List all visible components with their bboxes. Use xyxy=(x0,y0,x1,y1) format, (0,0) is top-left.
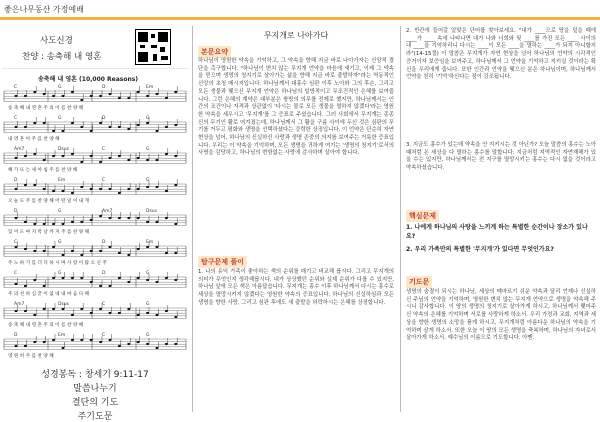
note-head xyxy=(156,186,159,188)
lyric-row: 영 원 히 주 를 찬 양 해 xyxy=(8,354,54,359)
lyric-row: 주 노 하 기 를 더 디 하 시 며 사 랑 이 많 으 신 주 xyxy=(8,261,107,266)
note-head xyxy=(62,277,65,279)
note-head xyxy=(33,341,36,343)
note-head xyxy=(15,217,18,219)
note-head xyxy=(118,97,121,99)
note-head xyxy=(156,347,159,349)
note-head xyxy=(174,91,177,93)
chord-label: C xyxy=(102,302,106,307)
note-head xyxy=(109,188,112,190)
note-head xyxy=(165,153,168,155)
chord-label: D xyxy=(14,333,18,338)
note-head xyxy=(99,122,102,124)
note-head xyxy=(165,343,168,345)
note-head xyxy=(62,130,65,132)
note-head xyxy=(174,184,177,186)
worship-order-column xyxy=(0,24,190,422)
note-head xyxy=(146,312,149,314)
exploration-text: 1. 나의 유익 가족이 좋아하는 색의 순위를 매기고 비교해 봅시다. 그리고 무지개의 의미가 무엇인지 생각해봅시다. 내가 상상했던 순위와 실제 순위가 다를 수 있지만, 하나님 앞에 모든 색은 아름답습니다. 무지개는 홍수 이후 하나님께서 다시는 홍수로 세상을 멸망시키지 않겠다는 영원한 약속의 증표입니다. 하나님의 신실하심과 모든 생명을 향한 사랑, 그리고 심판 후에도 새 출발을 허락하시는 은혜를 상징합니다. xyxy=(198,269,394,306)
note-head xyxy=(15,283,18,285)
note-head xyxy=(165,97,168,99)
note-head xyxy=(146,159,149,161)
note-head xyxy=(15,126,18,128)
note-head xyxy=(15,157,18,159)
lyric-row: 내 영 혼 아 주 를 찬 양 해 xyxy=(8,137,60,142)
note-head xyxy=(24,155,27,157)
note-head xyxy=(156,159,159,161)
chord-label: D xyxy=(102,116,106,121)
note-head xyxy=(137,248,140,250)
note-head xyxy=(174,279,177,281)
chord-label: G xyxy=(146,302,150,307)
core-questions-heading: 핵심문제 xyxy=(406,210,439,222)
order-prayer-of-commitment: 결단의 기도 xyxy=(71,398,119,408)
chord-label: Em xyxy=(146,85,154,90)
chord-label: Em xyxy=(58,178,66,183)
summary-heading: 본문요약 xyxy=(198,46,231,58)
chord-label: G xyxy=(58,85,62,90)
note-head xyxy=(52,223,55,225)
note-head xyxy=(24,285,27,287)
note-head xyxy=(109,246,112,248)
note-head xyxy=(33,153,36,155)
note-head xyxy=(156,221,159,223)
note-head xyxy=(118,217,121,219)
note-head xyxy=(33,122,36,124)
chord-label: Dsus xyxy=(58,147,70,152)
sermon-title: 무지개로 나아가다 xyxy=(263,31,329,40)
note-head xyxy=(71,277,74,279)
note-head xyxy=(15,345,18,347)
note-head xyxy=(109,339,112,341)
note-head xyxy=(146,122,149,124)
chord-label: D xyxy=(102,240,106,245)
note-head xyxy=(43,93,46,95)
note-head xyxy=(52,95,55,97)
chord-label: G xyxy=(58,209,62,214)
note-head xyxy=(52,308,55,310)
chord-label: D xyxy=(14,209,18,214)
chord-label: C xyxy=(14,116,18,121)
note-head xyxy=(90,188,93,190)
note-head xyxy=(90,339,93,341)
note-head xyxy=(71,250,74,252)
note-head xyxy=(156,130,159,132)
chord-label: C xyxy=(14,85,18,90)
note-head xyxy=(80,254,83,256)
order-sermon-sharing: 말씀나누기 xyxy=(73,384,117,394)
chord-label: G xyxy=(58,240,62,245)
note-head xyxy=(127,254,130,256)
note-head xyxy=(80,99,83,101)
lyric-row: 송 축 해 내 영 혼 주 의 이 름 찬 양 해 xyxy=(8,106,84,111)
note-head xyxy=(71,192,74,194)
note-head xyxy=(80,339,83,341)
note-head xyxy=(43,341,46,343)
note-head xyxy=(137,341,140,343)
note-head xyxy=(99,95,102,97)
note-head xyxy=(118,277,121,279)
chord-label: Dsus xyxy=(146,209,158,214)
lyric-row: 해 가 뜨 는 새 아 침 주 를 찬 양 해 xyxy=(8,168,78,173)
chord-label: Em xyxy=(146,240,154,245)
lyric-row: 주 의 선 하 심 끝 이 없 네 내 마 음 다 해 xyxy=(8,292,90,297)
note-head xyxy=(62,223,65,225)
chord-label: Dsus xyxy=(58,302,70,307)
page-header xyxy=(0,0,600,22)
chord-label: D xyxy=(102,271,106,276)
note-head xyxy=(99,308,102,310)
chord-label: Em xyxy=(58,333,66,338)
note-head xyxy=(174,343,177,345)
note-head xyxy=(156,314,159,316)
note-head xyxy=(109,285,112,287)
note-head xyxy=(127,159,130,161)
note-head xyxy=(80,277,83,279)
note-head xyxy=(90,219,93,221)
note-head xyxy=(33,250,36,252)
note-head xyxy=(71,153,74,155)
note-head xyxy=(127,97,130,99)
note-head xyxy=(62,347,65,349)
qr-code-icon[interactable] xyxy=(135,29,171,65)
note-head xyxy=(43,285,46,287)
note-head xyxy=(52,155,55,157)
note-head xyxy=(109,217,112,219)
header-label: 좋은나무동산 가정예배 xyxy=(4,5,84,14)
note-head xyxy=(90,155,93,157)
note-head xyxy=(118,126,121,128)
note-head xyxy=(127,281,130,283)
note-head xyxy=(71,339,74,341)
note-head xyxy=(137,314,140,316)
summary-text: 하나님이 영원한 약속을 기억하고, 그 약속을 향해 지금 바로 나아가자는 신앙적 결단을 촉구합니다. "하나님이 변치 않는 무지개 언약을 마음에 새기고, 이제 그 약속을 믿으며 생명의 청지기로 살아가는 삶을 향해 지금 바로 출발하자"라는 역동적인 신앙의 초청 메시지입니다. 하나님께서 대홍수 심판 이후 노아와 그의 후손, 그리고 모든 생물과 맺으신 무지개 언약은 하나님의 일방적이고 무조건적인 은혜를 보여줍니다. 그런 은혜의 계약은 대부분은 쌍방의 의무를 전제로 했지만, 하나님께서는 인간의 조건이나 자격과 상관없이 '다시는 물로 모든 생물을 멸하지 않겠다'라는 영원한 약속을 세우시고 '무지개'를 그 증표로 주셨습니다. 그러 사회에서 무지개는 종종 신의 무기인 활로 여겨졌는데, 하나님께서 그 활을 구름 사이에 두신 것은 심판의 무기를 거두고 평화와 생명을 선택하셨다는 강력한 상징입니다. 이 언약은 단순히 자연 현상을 넘어, 하나님의 신실하신 사랑과 생명 존중의 의지를 보여주는 거룩한 증표입니다. 우리는 이 약속을 기억하며, 모든 생명을 귀하게 여기는 '생명의 청지기'로서의 사명을 감당하고, 하나님의 변함없는 사랑에 감사하며 살아야 합니다. xyxy=(198,58,394,157)
chord-label: G xyxy=(146,147,150,152)
column-divider-2 xyxy=(400,26,401,412)
note-head xyxy=(137,91,140,93)
note-head xyxy=(24,184,27,186)
note-head xyxy=(127,188,130,190)
note-head xyxy=(90,281,93,283)
note-head xyxy=(71,221,74,223)
note-head xyxy=(127,343,130,345)
chord-label: C xyxy=(14,240,18,245)
note-head xyxy=(24,248,27,250)
chord-label: Am7 xyxy=(102,209,113,214)
note-head xyxy=(90,95,93,97)
note-head xyxy=(24,221,27,223)
note-head xyxy=(15,310,18,312)
sheet-music xyxy=(2,68,188,364)
note-head xyxy=(33,91,36,93)
note-head xyxy=(174,124,177,126)
chord-label: C xyxy=(102,178,106,183)
exploration-heading: 탐구문제 풀이 xyxy=(198,256,247,268)
note-head xyxy=(165,126,168,128)
header-accent-line xyxy=(0,17,600,20)
note-head xyxy=(15,95,18,97)
note-head xyxy=(52,277,55,279)
note-head xyxy=(80,161,83,163)
note-head xyxy=(33,223,36,225)
note-head xyxy=(118,192,121,194)
flood-question-text: 3. 지금도 홍수가 있는데 약속을 안 지키시는 것 아닌가? 오늘 말씀의 홍수는 노아 때처럼 온 세상을 다 멸하는 홍수를 말합니다. 지금처럼 지역적인 자연재해가 있을 수는 있지만, 하나님께서는 전 지구를 멸망시키는 홍수는 다시 없을 것이라고 약속하셨습니다. xyxy=(406,142,596,172)
note-head xyxy=(62,95,65,97)
note-head xyxy=(165,217,168,219)
note-head xyxy=(137,157,140,159)
note-head xyxy=(137,217,140,219)
chord-label: D xyxy=(14,178,18,183)
note-head xyxy=(90,250,93,252)
note-head xyxy=(99,161,102,163)
note-head xyxy=(109,157,112,159)
chord-label: Am7 xyxy=(14,302,25,307)
chord-label: G xyxy=(146,116,150,121)
note-head xyxy=(99,188,102,190)
note-head xyxy=(127,217,130,219)
note-head xyxy=(90,312,93,314)
note-head xyxy=(118,312,121,314)
note-head xyxy=(137,124,140,126)
note-head xyxy=(146,186,149,188)
note-head xyxy=(127,128,130,130)
note-head xyxy=(137,277,140,279)
chord-label: C xyxy=(102,147,106,152)
sheet-music-staves xyxy=(2,81,188,365)
note-head xyxy=(43,250,46,252)
note-head xyxy=(99,341,102,343)
note-head xyxy=(43,223,46,225)
core-question-2: 2. 우리 가족만의 특별한 '무지개'가 있다면 무엇인가요? xyxy=(406,246,554,253)
note-head xyxy=(174,155,177,157)
note-head xyxy=(109,93,112,95)
note-head xyxy=(156,93,159,95)
note-head xyxy=(146,95,149,97)
note-head xyxy=(62,308,65,310)
note-head xyxy=(118,345,121,347)
note-head xyxy=(80,308,83,310)
hymn-label: 찬양 : 송축해 내 영혼 xyxy=(22,52,102,62)
sermon-column xyxy=(196,24,396,412)
note-head xyxy=(43,188,46,190)
fill-in-question-text: 2. 빈칸에 들어갈 알맞은 단어를 찾아보세요. "내가 ____으로 땅을 덮을 때에 ____가 ____ 속에 나타나면 내가 나와 너희와 및 ____를 가진 모든 ____ 사이의 내 ____을 기억하리니 다시는 ____이 모든 ____을 멸하는 ____가 되지 아니할지라"(14-15절) 이 말씀은 무지개가 자연 현상을 넘어 하나님의 언약의 시각적인 증거이자 보증임을 보여주고, 하나님께서 그 언약을 기억하고 지키실 것이라는 확신을 우리에게 줍니다. 또한 인간과 언약을 맺으신 분은 하나님이며, 하나님께서 언약을 친히 '기억'하신다는 점이 강조됩니다. xyxy=(406,28,596,81)
note-head xyxy=(165,190,168,192)
lyric-row: 있 어 도 마 지 막 날 까 지 주 를 찬 양 해 xyxy=(8,230,90,235)
note-head xyxy=(109,126,112,128)
note-head xyxy=(156,281,159,283)
note-head xyxy=(71,91,74,93)
note-head xyxy=(174,316,177,318)
note-head xyxy=(33,184,36,186)
note-head xyxy=(80,186,83,188)
note-head xyxy=(99,215,102,217)
note-head xyxy=(127,308,130,310)
chord-label: G xyxy=(58,116,62,121)
chord-label: C xyxy=(14,271,18,276)
order-lords-prayer: 주기도문 xyxy=(77,412,113,422)
order-scripture-reading: 성경봉독 : 창세기 9:11-17 xyxy=(41,370,149,380)
note-head xyxy=(118,252,121,254)
note-head xyxy=(165,310,168,312)
core-question-1: 1. 나에게 하나님의 사랑을 느끼게 하는 특별한 순간이나 장소가 있나요? xyxy=(406,224,588,240)
chord-label: G xyxy=(146,271,150,276)
note-head xyxy=(43,122,46,124)
note-head xyxy=(90,130,93,132)
note-head xyxy=(146,221,149,223)
note-head xyxy=(52,190,55,192)
note-head xyxy=(43,159,46,161)
note-head xyxy=(43,308,46,310)
note-head xyxy=(80,126,83,128)
note-head xyxy=(146,343,149,345)
chord-label: G xyxy=(146,178,150,183)
note-head xyxy=(52,130,55,132)
note-head xyxy=(15,246,18,248)
note-head xyxy=(156,246,159,248)
note-head xyxy=(99,285,102,287)
chord-label: Am7 xyxy=(14,147,25,152)
note-head xyxy=(24,95,27,97)
note-head xyxy=(146,279,149,281)
note-head xyxy=(24,310,27,312)
questions-column xyxy=(404,24,598,412)
note-head xyxy=(109,312,112,314)
note-head xyxy=(52,339,55,341)
note-head xyxy=(62,254,65,256)
lyric-row: 오 늘 도 주 를 찬 양 해 어 떤 일 이 내 게 xyxy=(8,199,90,204)
note-head xyxy=(62,155,65,157)
note-head xyxy=(165,252,168,254)
note-head xyxy=(24,126,27,128)
note-head xyxy=(71,314,74,316)
chord-label: C xyxy=(102,333,106,338)
prayer-heading: 기도문 xyxy=(406,276,432,288)
note-head xyxy=(24,345,27,347)
note-head xyxy=(118,155,121,157)
note-head xyxy=(174,223,177,225)
chord-label: G xyxy=(58,271,62,276)
note-head xyxy=(62,190,65,192)
note-head xyxy=(71,122,74,124)
note-head xyxy=(165,277,168,279)
note-head xyxy=(33,279,36,281)
note-head xyxy=(99,250,102,252)
note-head xyxy=(33,314,36,316)
sheet-music-title: 송축해 내 영혼 (10,000 Reasons) xyxy=(38,76,139,83)
chord-label: D xyxy=(102,85,106,90)
note-head xyxy=(80,221,83,223)
chord-label: G xyxy=(146,333,150,338)
note-head xyxy=(137,188,140,190)
note-head xyxy=(174,252,177,254)
column-divider-1 xyxy=(192,26,193,412)
note-head xyxy=(15,188,18,190)
prayer-text: 생명의 숨결이 되시는 하나님, 세상의 메마르기 쉬운 약속과 달리 언제나 신실하신 주님의 언약을 기억하며, 영원한 변치 않는 무지개 언약으로 생명을 약속해 주시니 감사합니다. 이 땅의 생명의 청지기로 살아가게 하시고, 하나님께서 맺어주신 약속의 은혜를 기억하며 서로를 사랑하게 하소서. 우리 가정과 교회, 지역과 세상을 향한 생명의 소망을 품게 하시고, 무지개처럼 아름다운 하나님의 약속을 기억하며 살게 하소서. 또한 오늘 이 땅의 모든 생명을 축복하며, 하나님의 자녀로서 살아가게 하소서. 예수님의 이름으로 기도합니다. 아멘. xyxy=(406,289,596,342)
lyric-row: 송 축 해 내 영 혼 주 의 이 름 찬 양 해 xyxy=(8,323,84,328)
note-head xyxy=(52,246,55,248)
note-head xyxy=(146,246,149,248)
apostles-creed-label: 사도신경 xyxy=(40,36,73,46)
